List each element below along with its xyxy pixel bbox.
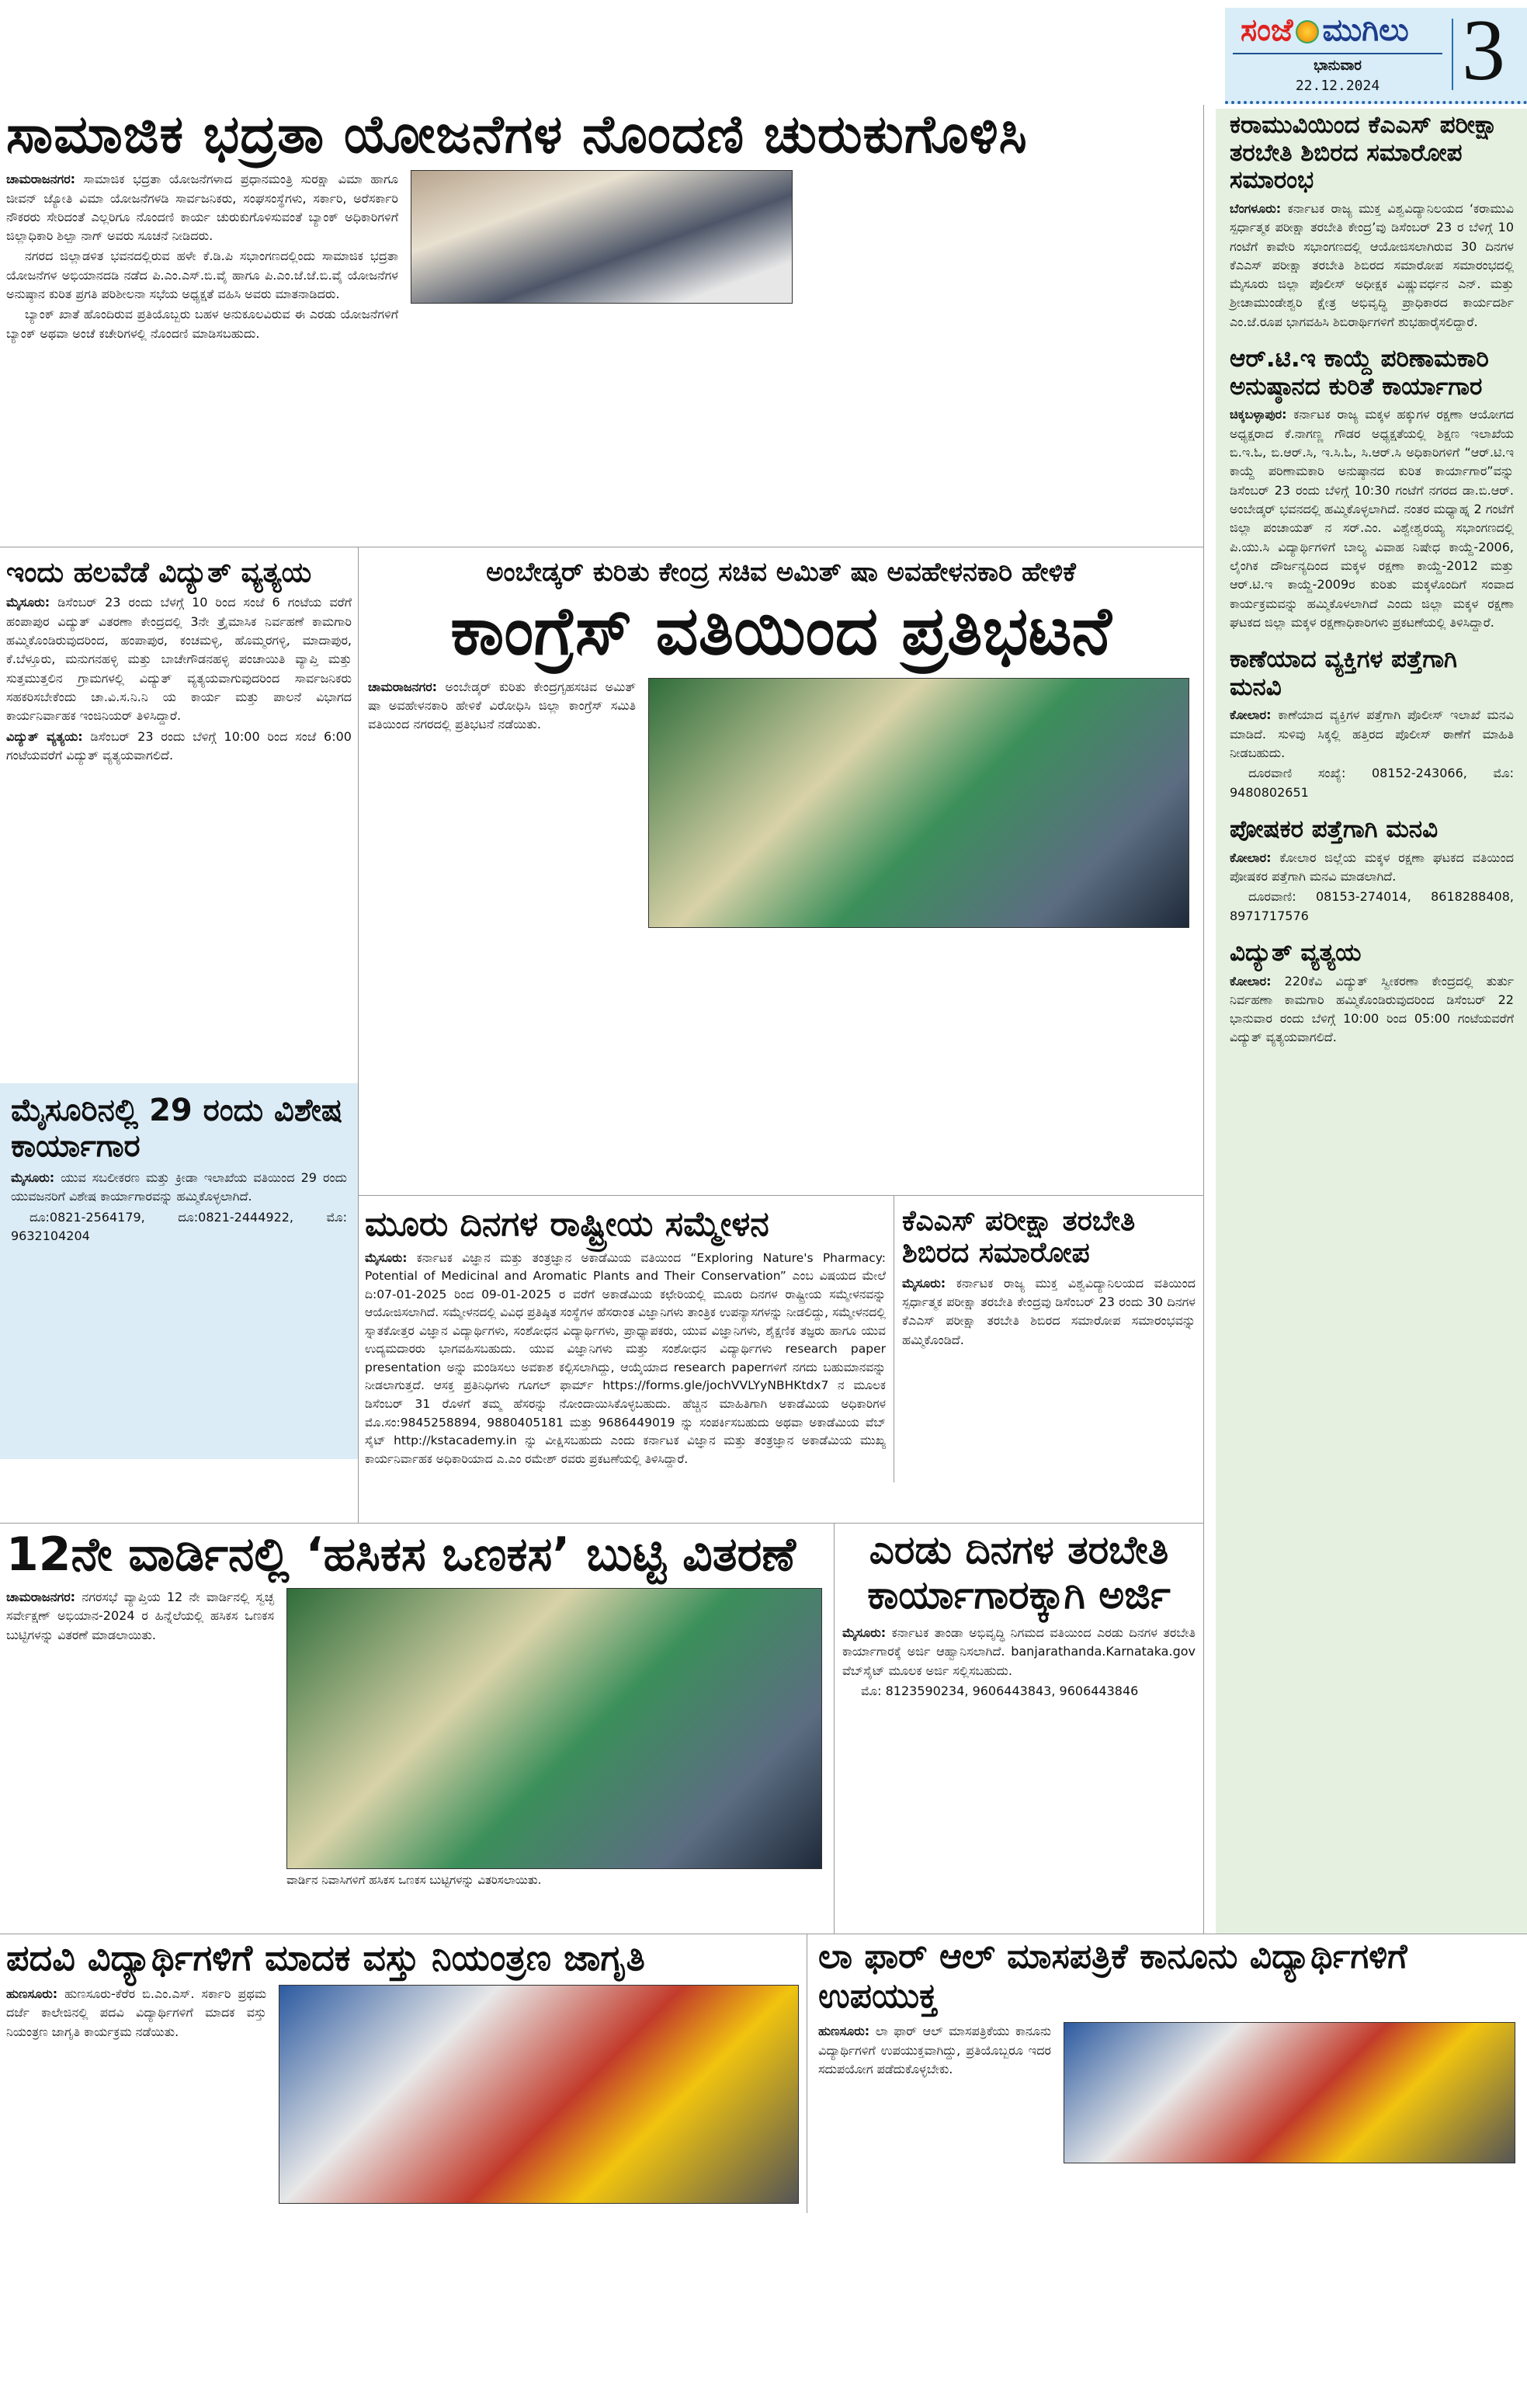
congress-protest-article [359,547,1203,1196]
training-article: ಎರಡು ದಿನಗಳ ತರಬೇತಿ ಕಾರ್ಯಾಗಾರಕ್ಕಾಗಿ ಅರ್ಜಿ ಮೈಸೂರು: ಕರ್ನಾಟಕ ತಾಂಡಾ ಅಭಿವೃದ್ಧಿ ನಿಗಮದ ವತಿಯಿಂದ ಎರಡು ದಿನಗಳ ತರಬೇತಿ ಕಾರ್ಯಾಗಾರಕ್ಕೆ ಅರ್ಜಿ ಆಹ್ವಾನಿಸಲಾಗಿದೆ. banjarathanda.Karnataka.gov ವೆಬ್‌ಸೈಟ್ ಮೂಲಕ ಅರ್ಜಿ ಸಲ್ಲಿಸಬಹುದು. ಮೊ: 8123590234, 9606443843, 9606443846 [842,1527,1196,1698]
page-number: 3 [1462,2,1505,99]
center-column [359,547,1203,1523]
left-column [0,547,359,1523]
lead-headline: ಸಾಮಾಜಿಕ ಭದ್ರತಾ ಯೋಜನೆಗಳ ನೊಂದಣಿ ಚುರುಕುಗೊಳಿಸಿ [6,104,1028,165]
drug-awareness-body: ಹುಣಸೂರು: ಹುಣಸೂರು-ಕೆರೆರ ಬಿ.ಎಂ.ಎಸ್. ಸರ್ಕಾರಿ ಪ್ರಥಮ ದರ್ಜೆ ಕಾಲೇಜಿನಲ್ಲಿ ಪದವಿ ವಿದ್ಯಾರ್ಥಿಗಳಿಗೆ ಮಾದಕ ವಸ್ತು ನಿಯಂತ್ರಣ ಜಾಗೃತಿ ಕಾರ್ಯಕ್ರಮ ನಡೆಯಿತು. [6,1986,266,2039]
newspaper-logo: ಸಂಜೆ ಮುಗಿಲು [1241,12,1409,48]
law-for-all-article [807,1934,1527,2213]
sidebar-article-parents: ಪೋಷಕರ ಪತ್ತೆಗಾಗಿ ಮನವಿ ಕೋಲಾರ: ಕೋಲಾರ ಜಿಲ್ಲೆಯ ಮಕ್ಕಳ ರಕ್ಷಣಾ ಘಟಕದ ವತಿಯಿಂದ ಪೋಷಕರ ಪತ್ತೆಗಾಗಿ ಮನವಿ ಮಾಡಲಾಗಿದೆ. ದೂರವಾಣಿ: 08153-274014, 8618288408, 8971717576 [1230,815,1514,923]
masthead [1225,2,1527,104]
middle-section [0,547,1203,1524]
drug-awareness-article [0,1934,807,2213]
workshop-29-article: ಮೈಸೂರಿನಲ್ಲಿ 29 ರಂದು ವಿಶೇಷ ಕಾರ್ಯಾಗಾರ ಮೈಸೂರು: ಯುವ ಸಬಲೀಕರಣ ಮತ್ತು ಕ್ರೀಡಾ ಇಲಾಖೆಯ ವತಿಯಿಂದ 29 ರಂದು ಯುವಜನರಿಗೆ ವಿಶೇಷ ಕಾರ್ಯಾಗಾರವನ್ನು ಹಮ್ಮಿಕೊಳ್ಳಲಾಗಿದೆ. ದೂ:0821-2564179, ದೂ:0821-2444922, ಮೊ: 9632104204 [0,1083,358,1459]
power-cut-article: ಇಂದು ಹಲವೆಡೆ ವಿದ್ಯುತ್ ವ್ಯತ್ಯಯ ಮೈಸೂರು: ಡಿಸೆಂಬರ್ 23 ರಂದು ಬೆಳಗ್ಗೆ 10 ರಿಂದ ಸಂಜೆ 6 ಗಂಟೆಯ ವರೆಗೆ ಹಂಪಾಪುರ ವಿದ್ಯುತ್ ವಿತರಣಾ ಕೇಂದ್ರದಲ್ಲಿ 3ನೇ ತ್ರೈಮಾಸಿಕ ನಿರ್ವಹಣೆ ಕಾಮಗಾರಿ ಹಮ್ಮಿಕೊಂಡಿರುವುದರಿಂದ, ಹಂಪಾಪುರ, ಕಂಚಮಳ್ಳಿ, ಹೊಮ್ಮರಗಳ್ಳಿ, ಮಾದಾಪುರ, ಕೆ.ಬೆಳ್ತೂರು, ಮನುಗನಹಳ್ಳಿ ಮತ್ತು ಬಾಚೇಗೌಡನಹಳ್ಳಿ ಪಂಚಾಯಿತಿ ವ್ಯಾಪ್ತಿ ಮತ್ತು ಸುತ್ತಮುತ್ತಲಿನ ಗ್ರಾಮಗಳಲ್ಲಿ ವಿದ್ಯುತ್ ವ್ಯತ್ಯಯವಾಗುವುದರಿಂದ ಸಾರ್ವಜನಿಕರು ಸಹಕರಿಸಬೇಕೆಂದು ಚಾ.ವಿ.ಸ.ನಿ.ನಿ ಯ ಕಾರ್ಯ ಮತ್ತು ಪಾಲನೆ ವಿಭಾಗದ ಕಾರ್ಯನಿರ್ವಾಹಕ ಇಂಜಿನಿಯರ್ ತಿಳಿಸಿದ್ದಾರೆ. ವಿದ್ಯುತ್ ವ್ಯತ್ಯಯ: ಡಿಸೆಂಬರ್ 23 ರಂದು ಬೆಳಿಗ್ಗೆ 10:00 ರಿಂದ ಸಂಜೆ 6:00 ಗಂಟೆಯವರೆಗೆ ವಿದ್ಯುತ್ ವ್ಯತ್ಯಯವಾಗಲಿದೆ. [6,557,352,763]
congress-body: ಚಾಮರಾಜನಗರ: ಅಂಬೇಡ್ಕರ್ ಕುರಿತು ಕೇಂದ್ರಗೃಹಸಚಿವ ಅಮಿತ್ ಷಾ ಅವಹೇಳನಕಾರಿ ಹೇಳಿಕೆ ವಿರೋಧಿಸಿ ಜಿಲ್ಲಾ ಕಾಂಗ್ರೆಸ್ ಸಮಿತಿ ವತಿಯಿಂದ ನಗರದಲ್ಲಿ ಪ್ರತಿಭಟನೆ ನಡೆಯಿತು. [368,679,636,732]
sidebar-article-rte: ಆರ್.ಟಿ.ಇ ಕಾಯ್ದೆ ಪರಿಣಾಮಕಾರಿ ಅನುಷ್ಠಾನದ ಕುರಿತೆ ಕಾರ್ಯಾಗಾರ ಚಿಕ್ಕಬಳ್ಳಾಪುರ: ಕರ್ನಾಟಕ ರಾಜ್ಯ ಮಕ್ಕಳ ಹಕ್ಕುಗಳ ರಕ್ಷಣಾ ಆಯೋಗದ ಅಧ್ಯಕ್ಷರಾದ ಕೆ.ನಾಗಣ್ಣ ಗೌಡರ ಅಧ್ಯಕ್ಷತೆಯಲ್ಲಿ ಶಿಕ್ಷಣ ಇಲಾಖೆಯ ಬಿ.ಇ.ಓ, ಬಿ.ಆರ್.ಸಿ, ಇ.ಸಿ.ಓ, ಸಿ.ಆರ್.ಸಿ ಅಧಿಕಾರಿಗಳಿಗೆ “ಆರ್.ಟಿ.ಇ ಕಾಯ್ದೆ ಪರಿಣಾಮಕಾರಿ ಅನುಷ್ಠಾನದ ಕುರಿತ ಕಾರ್ಯಾಗಾರ”ವನ್ನು ಡಿಸೆಂಬರ್ 23 ರಂದು ಬೆಳಿಗ್ಗೆ 10:30 ಗಂಟೆಗೆ ನಗರದ ಡಾ.ಬಿ.ಆರ್. ಅಂಬೇಡ್ಕರ್ ಭವನದಲ್ಲಿ ಹಮ್ಮಿಕೊಳ್ಳಲಾಗಿದೆ. ನಂತರ ಮಧ್ಯಾಹ್ನ 2 ಗಂಟೆಗೆ ಜಿಲ್ಲಾ ಪಂಚಾಯತ್ ನ ಸರ್.ಎಂ. ವಿಶ್ವೇಶ್ವರಯ್ಯ ಸಭಾಂಗಣದಲ್ಲಿ ಪಿ.ಯು.ಸಿ ವಿದ್ಯಾರ್ಥಿಗಳಿಗೆ ಬಾಲ್ಯ ವಿವಾಹ ನಿಷೇಧ ಕಾಯ್ದೆ-2006, ಲೈಂಗಿಕ ದೌರ್ಜನ್ಯದಿಂದ ಮಕ್ಕಳ ರಕ್ಷಣಾ ಕಾಯ್ದೆ-2012 ಮತ್ತು ಆರ್.ಟಿ.ಇ ಕಾಯ್ದೆ-2009ರ ಕುರಿತು ಮಕ್ಕಳೊಂದಿಗೆ ಸಂವಾದ ಕಾರ್ಯಕ್ರಮವನ್ನು ಹಮ್ಮಿಕೊಳಲಾಗಿದೆ ಎಂದು ಜಿಲ್ಲಾ ಮಕ್ಕಳ ರಕ್ಷಣಾ ಘಟಕದ ಜಿಲ್ಲಾ ಮಕ್ಕಳ ರಕ್ಷಣಾಧಿಕಾರಿಗಳು ಪ್ರಕಟಣೆಯಲ್ಲಿ ತಿಳಿಸಿದ್ದಾರೆ. [1230,345,1514,630]
masthead-divider [1452,19,1453,90]
sidebar-briefs [1216,109,1527,1934]
sidebar-article-missing: ಕಾಣೆಯಾದ ವ್ಯಕ್ತಿಗಳ ಪತ್ತೆಗಾಗಿ ಮನವಿ ಕೋಲಾರ: ಕಾಣೆಯಾದ ವ್ಯಕ್ತಿಗಳ ಪತ್ತೆಗಾಗಿ ಪೊಲೀಸ್ ಇಲಾಖೆ ಮನವಿ ಮಾಡಿದೆ. ಸುಳಿವು ಸಿಕ್ಕಲ್ಲಿ ಹತ್ತಿರದ ಪೊಲೀಸ್ ಠಾಣೆಗೆ ಮಾಹಿತಿ ನೀಡಬಹುದು. ದೂರವಾಣಿ ಸಂಖ್ಯೆ: 08152-243066, ಮೊ: 9480802651 [1230,645,1514,800]
law-for-all-photo [1064,2022,1515,2163]
conference-article: ಮೂರು ದಿನಗಳ ರಾಷ್ಟ್ರೀಯ ಸಮ್ಮೇಳನ ಮೈಸೂರು: ಕರ್ನಾಟಕ ವಿಜ್ಞಾನ ಮತ್ತು ತಂತ್ರಜ್ಞಾನ ಅಕಾಡೆಮಿಯ ವತಿಯಿಂದ “Exploring Nature's Pharmacy: Potential of Medicinal and Aromatic Plants and Their Conservation” ಎಂಬ ವಿಷಯದ ಮೇಲೆ ದಿ:07-01-2025 ರಿಂದ 09-01-2025 ರ ವರೆಗೆ ಅಕಾಡೆಮಿಯ ಕಛೇರಿಯಲ್ಲಿ ಮೂರು ದಿನಗಳ ರಾಷ್ಟ್ರೀಯ ಸಮ್ಮೇಳನವನ್ನು ಆಯೋಜಿಸಲಾಗಿದೆ. ಸಮ್ಮೇಳನದಲ್ಲಿ ವಿವಿಧ ಪ್ರತಿಷ್ಠಿತ ಸಂಸ್ಥೆಗಳ ಹೆಸರಾಂತ ವಿಜ್ಞಾನಿಗಳು ತಾಂತ್ರಿಕ ಉಪನ್ಯಾಸಗಳನ್ನು ನೀಡಲಿದ್ದು, ಸಮ್ಮೇಳನದಲ್ಲಿ ಸ್ನಾತಕೋತ್ತರ ವಿಜ್ಞಾನ ವಿದ್ಯಾರ್ಥಿಗಳು, ಸಂಶೋಧನ ವಿದ್ಯಾರ್ಥಿಗಳು, ಪ್ರಾಧ್ಯಾಪಕರು, ಯುವ ವಿಜ್ಞಾನಿಗಳು, ಶೈಕ್ಷಣಿಕ ತಜ್ಞರು ಹಾಗೂ ಯುವ ಉದ್ಯಮದಾರರು ಭಾಗವಹಿಸಬಹುದು. ಯುವ ವಿಜ್ಞಾನಿಗಳು ಮತ್ತು ಸಂಶೋಧನ ವಿದ್ಯಾರ್ಥಿಗಳು research paper presentation ಅನ್ನು ಮಂಡಿಸಲು ಅವಕಾಶ ಕಲ್ಪಿಸಲಾಗಿದ್ದು, ಆಯ್ಕೆಯಾದ research paperಗಳಿಗೆ ನಗದು ಬಹುಮಾನವನ್ನು ನೀಡಲಾಗುತ್ತದೆ. ಆಸಕ್ತ ಪ್ರತಿನಿಧಿಗಳು ಗೂಗಲ್ ಫಾರ್ಮ್ https://forms.gle/jochVVLYyNBHKtdx7 ನ ಮೂಲಕ ಡಿಸೆಂಬರ್ 31 ರೊಳಗೆ ತಮ್ಮ ಹೆಸರನ್ನು ನೋಂದಾಯಿಸಿಕೊಳ್ಳಬಹುದು. ಹೆಚ್ಚಿನ ಮಾಹಿತಿಗಾಗಿ ಅಕಾಡೆಮಿಯ ಅಧಿಕಾರಿಗಳ ಮೊ.ಸಂ:9845258894, 9880405181 ಮತ್ತು 9686449019 ನ್ನು ಸಂಪರ್ಕಿಸಬಹುದು ಅಥವಾ ಅಕಾಡೆಮಿಯ ವೆಬ್ ಸೈಟ್ http://kstacademy.in ನ್ನು ವೀಕ್ಷಿಸಬಹುದು ಎಂದು ಕರ್ನಾಟಕ ವಿಜ್ಞಾನ ಮತ್ತು ತಂತ್ರಜ್ಞಾನ ಅಕಾಡೆಮಿಯ ಮುಖ್ಯ ಕಾರ್ಯನಿರ್ವಾಹಕ ಅಧಿಕಾರಿಯಾದ ಎ.ಎಂ ರಮೇಶ್ ರವರು ಪ್ರಕಟಣೆಯಲ್ಲಿ ತಿಳಿಸಿದ್ದಾರೆ. [359,1196,894,1482]
main-area [0,105,1204,1934]
ward12-photo-bins [286,1588,822,1869]
sidebar-article-kas: ಕರಾಮುವಿಯಿಂದ ಕೆಎಎಸ್ ಪರೀಕ್ಷಾ ತರಬೇತಿ ಶಿಬಿರದ ಸಮಾರೋಪ ಸಮಾರಂಭ ಬೆಂಗಳೂರು: ಕರ್ನಾಟಕ ರಾಜ್ಯ ಮುಕ್ತ ವಿಶ್ವವಿದ್ಯಾನಿಲಯದ ‘ಕರಾಮುವಿ ಸ್ಪರ್ಧಾತ್ಮಕ ಪರೀಕ್ಷಾ ತರಬೇತಿ ಕೇಂದ್ರ’ವು ಡಿಸೆಂಬರ್ 23 ರ ಬೆಳಿಗ್ಗೆ 10 ಗಂಟೆಗೆ ಕಾವೇರಿ ಸಭಾಂಗಣದಲ್ಲಿ ಆಯೋಜಿಸಲಾಗಿರುವ 30 ದಿನಗಳ ಕೆಎಎಸ್ ಪರೀಕ್ಷಾ ತರಬೇತಿ ಶಿಬಿರದ ಸಮಾರೋಪ ಸಮಾರಂಭದಲ್ಲಿ ಮೈಸೂರು ಜಿಲ್ಲಾ ಪೊಲೀಸ್ ಅಧೀಕ್ಷಕ ವಿಷ್ಣುವರ್ಧನ ಎನ್. ಮತ್ತು ಶ್ರೀಚಾಮುಂಡೇಶ್ವರಿ ಕ್ಷೇತ್ರ ಅಭಿವೃದ್ಧಿ ಪ್ರಾಧಿಕಾರದ ಕಾರ್ಯದರ್ಶಿ ಎಂ.ಜೆ.ರೂಪ ಭಾಗವಹಿಸಿ ಶಿಬಿರಾರ್ಥಿಗಳಿಗೆ ಶುಭಹಾರೈಸಲಿದ್ದಾರೆ. [1230,111,1514,329]
day-name: ಭಾನುವಾರ [1314,57,1362,74]
lead-photo-meeting [411,170,793,304]
training-headline: ಎರಡು ದಿನಗಳ ತರಬೇತಿ ಕಾರ್ಯಾಗಾರಕ್ಕಾಗಿ ಅರ್ಜಿ [867,1527,1171,1617]
issue-date: 22.12.2024 [1295,78,1380,94]
lead-body: ಚಾಮರಾಜನಗರ: ಸಾಮಾಜಿಕ ಭದ್ರತಾ ಯೋಜನೆಗಳಾದ ಪ್ರಧಾನಮಂತ್ರಿ ಸುರಕ್ಷಾ ವಿಮಾ ಹಾಗೂ ಜೀವನ್ ಜ್ಯೋತಿ ವಿಮಾ ಯೋಜನೆಗಳಡಿ ಸಾರ್ವಜನಿಕರು, ಸಂಘಸಂಸ್ಥೆಗಳು, ಸರ್ಕಾರಿ, ಅರೆಸರ್ಕಾರಿ ನೌಕರರು ಸೇರಿದಂತೆ ಎಲ್ಲರಿಗೂ ನೊಂದಣಿ ಕಾರ್ಯ ಚುರುಕುಗೊಳಿಸುವಂತೆ ಬ್ಯಾಂಕ್ ಅಧಿಕಾರಿಗಳಿಗೆ ಜಿಲ್ಲಾಧಿಕಾರಿ ಶಿಲ್ಪಾ ನಾಗ್ ಅವರು ಸೂಚನೆ ನೀಡಿದರು. ನಗರದ ಜಿಲ್ಲಾಡಳಿತ ಭವನದಲ್ಲಿರುವ ಹಳೇ ಕೆ.ಡಿ.ಪಿ ಸಭಾಂಗಣದಲ್ಲಿಂದು ಸಾಮಾಜಿಕ ಭದ್ರತಾ ಯೋಜನೆಗಳ ಅಭಿಯಾನದಡಿ ನಡೆದ ಪಿ.ಎಂ.ಎಸ್.ಬಿ.ವೈ ಹಾಗೂ ಪಿ.ಎಂ.ಜೆ.ಜೆ.ಬಿ.ವೈ ಯೋಜನೆಗಳ ಅನುಷ್ಠಾನ ಕುರಿತ ಪ್ರಗತಿ ಪರಿಶೀಲನಾ ಸಭೆಯ ಅಧ್ಯಕ್ಷತೆ ವಹಿಸಿ ಅವರು ಮಾತನಾಡಿದರು. ಬ್ಯಾಂಕ್ ಖಾತೆ ಹೊಂದಿರುವ ಪ್ರತಿಯೊಬ್ಬರು ಬಹಳ ಅನುಕೂಲವಿರುವ ಈ ಎರಡು ಯೋಜನೆಗಳಿಗೆ ಬ್ಯಾಂಕ್ ಅಥವಾ ಅಂಚೆ ಕಚೇರಿಗಳಲ್ಲಿ ನೊಂದಣಿ ಮಾಡಿಸಬಹುದು. [6,172,398,341]
ward12-caption: ವಾರ್ಡಿನ ನಿವಾಸಿಗಳಿಗೆ ಹಸಿಕಸ ಒಣಕಸ ಬುಟ್ಟಿಗಳನ್ನು ವಿತರಿಸಲಾಯಿತು. [286,1873,542,1887]
ward12-body: ಚಾಮರಾಜನಗರ: ನಗರಸಭೆ ವ್ಯಾಪ್ತಿಯ 12 ನೇ ವಾರ್ಡಿನಲ್ಲಿ ಸ್ವಚ್ಛ ಸರ್ವೇಕ್ಷಣ್ ಅಭಿಯಾನ-2024 ರ ಹಿನ್ನೆಲೆಯಲ್ಲಿ ಹಸಿಕಸ ಒಣಕಸ ಬುಟ್ಟಿಗಳನ್ನು ವಿತರಣೆ ಮಾಡಲಾಯಿತು. [6,1590,274,1642]
bottom-section [0,1934,1527,2213]
workshop-29-headline: ಮೈಸೂರಿನಲ್ಲಿ 29 ರಂದು ವಿಶೇಷ ಕಾರ್ಯಾಗಾರ [11,1093,343,1164]
kas-camp-article: ಕೆಎಎಸ್ ಪರೀಕ್ಷಾ ತರಬೇತಿ ಶಿಬಿರದ ಸಮಾರೋಪ ಮೈಸೂರು: ಕರ್ನಾಟಕ ರಾಜ್ಯ ಮುಕ್ತ ವಿಶ್ವವಿದ್ಯಾನಿಲಯದ ವತಿಯಿಂದ ಸ್ಪರ್ಧಾತ್ಮಕ ಪರೀಕ್ಷಾ ತರಬೇತಿ ಕೇಂದ್ರವು ಡಿಸೆಂಬರ್ 23 ರಂದು 30 ದಿನಗಳ ಕೆಎಎಸ್ ಪರೀಕ್ಷಾ ತರಬೇತಿ ಶಿಬಿರದ ಸಮಾರೋಪ ಸಮಾರಂಭವನ್ನು ಹಮ್ಮಿಕೊಂಡಿದೆ. [902,1205,1196,1347]
logo-underline [1233,53,1442,54]
ward-training-section [0,1524,1203,1934]
sidebar-article-power: ವಿದ್ಯುತ್ ವ್ಯತ್ಯಯ ಕೋಲಾರ: 220ಕೆವಿ ವಿದ್ಯುತ್ ಸ್ವೀಕರಣಾ ಕೇಂದ್ರದಲ್ಲಿ ತುರ್ತು ನಿರ್ವಹಣಾ ಕಾಮಗಾರಿ ಹಮ್ಮಿಕೊಂಡಿರುವುದರಿಂದ ಡಿಸೆಂಬರ್ 22 ಭಾನುವಾರ ರಂದು ಬೆಳಿಗ್ಗೆ 10:00 ರಿಂದ 05:00 ಗಂಟೆಯವರೆಗೆ ವಿದ್ಯುತ್ ವ್ಯತ್ಯಯವಾಗಲಿದೆ. [1230,938,1514,1045]
ward12-article [0,1524,835,1934]
congress-protest-photo [648,678,1189,928]
kas-camp-headline: ಕೆಎಎಸ್ ಪರೀಕ್ಷಾ ತರಬೇತಿ ಶಿಬಿರದ ಸಮಾರೋಪ [902,1205,1136,1270]
ward12-headline: 12ನೇ ವಾರ್ಡಿನಲ್ಲಿ ‘ಹಸಿಕಸ ಒಣಕಸ’ ಬುಟ್ಟಿ ವಿತರಣೆ [6,1527,796,1582]
conference-headline: ಮೂರು ದಿನಗಳ ರಾಷ್ಟ್ರೀಯ ಸಮ್ಮೇಳನ [365,1204,769,1244]
conference-kas-row [359,1196,1203,1482]
drug-awareness-photo [279,1985,799,2204]
lead-article [0,105,1203,547]
drug-awareness-headline: ಪದವಿ ವಿದ್ಯಾರ್ಥಿಗಳಿಗೆ ಮಾದಕ ವಸ್ತು ನಿಯಂತ್ರಣ ಜಾಗೃತಿ [6,1937,645,1979]
sunset-palm-icon [1296,20,1319,43]
power-cut-headline: ಇಂದು ಹಲವೆಡೆ ವಿದ್ಯುತ್ ವ್ಯತ್ಯಯ [6,557,312,589]
congress-headline: ಕಾಂಗ್ರೆಸ್ ವತಿಯಿಂದ ಪ್ರತಿಭಟನೆ [450,592,1112,670]
law-for-all-body: ಹುಣಸೂರು: ಲಾ ಫಾರ್ ಆಲ್ ಮಾಸಪತ್ರಿಕೆಯು ಕಾನೂನು ವಿದ್ಯಾರ್ಥಿಗಳಿಗೆ ಉಪಯುಕ್ತವಾಗಿದ್ದು, ಪ್ರತಿಯೊಬ್ಬರೂ ಇದರ ಸದುಪಯೋಗ ಪಡೆದುಕೊಳ್ಳಬೇಕು. [818,2024,1051,2076]
law-for-all-headline: ಲಾ ಫಾರ್ ಆಲ್ ಮಾಸಪತ್ರಿಕೆ ಕಾನೂನು ವಿದ್ಯಾರ್ಥಿಗಳಿಗೆ ಉಪಯುಕ್ತ [818,1937,1407,2016]
congress-kicker: ಅಂಬೇಡ್ಕರ್ ಕುರಿತು ಕೇಂದ್ರ ಸಚಿವ ಅಮಿತ್ ಷಾ ಅವಹೇಳನಕಾರಿ ಹೇಳಿಕೆ [486,557,1076,588]
